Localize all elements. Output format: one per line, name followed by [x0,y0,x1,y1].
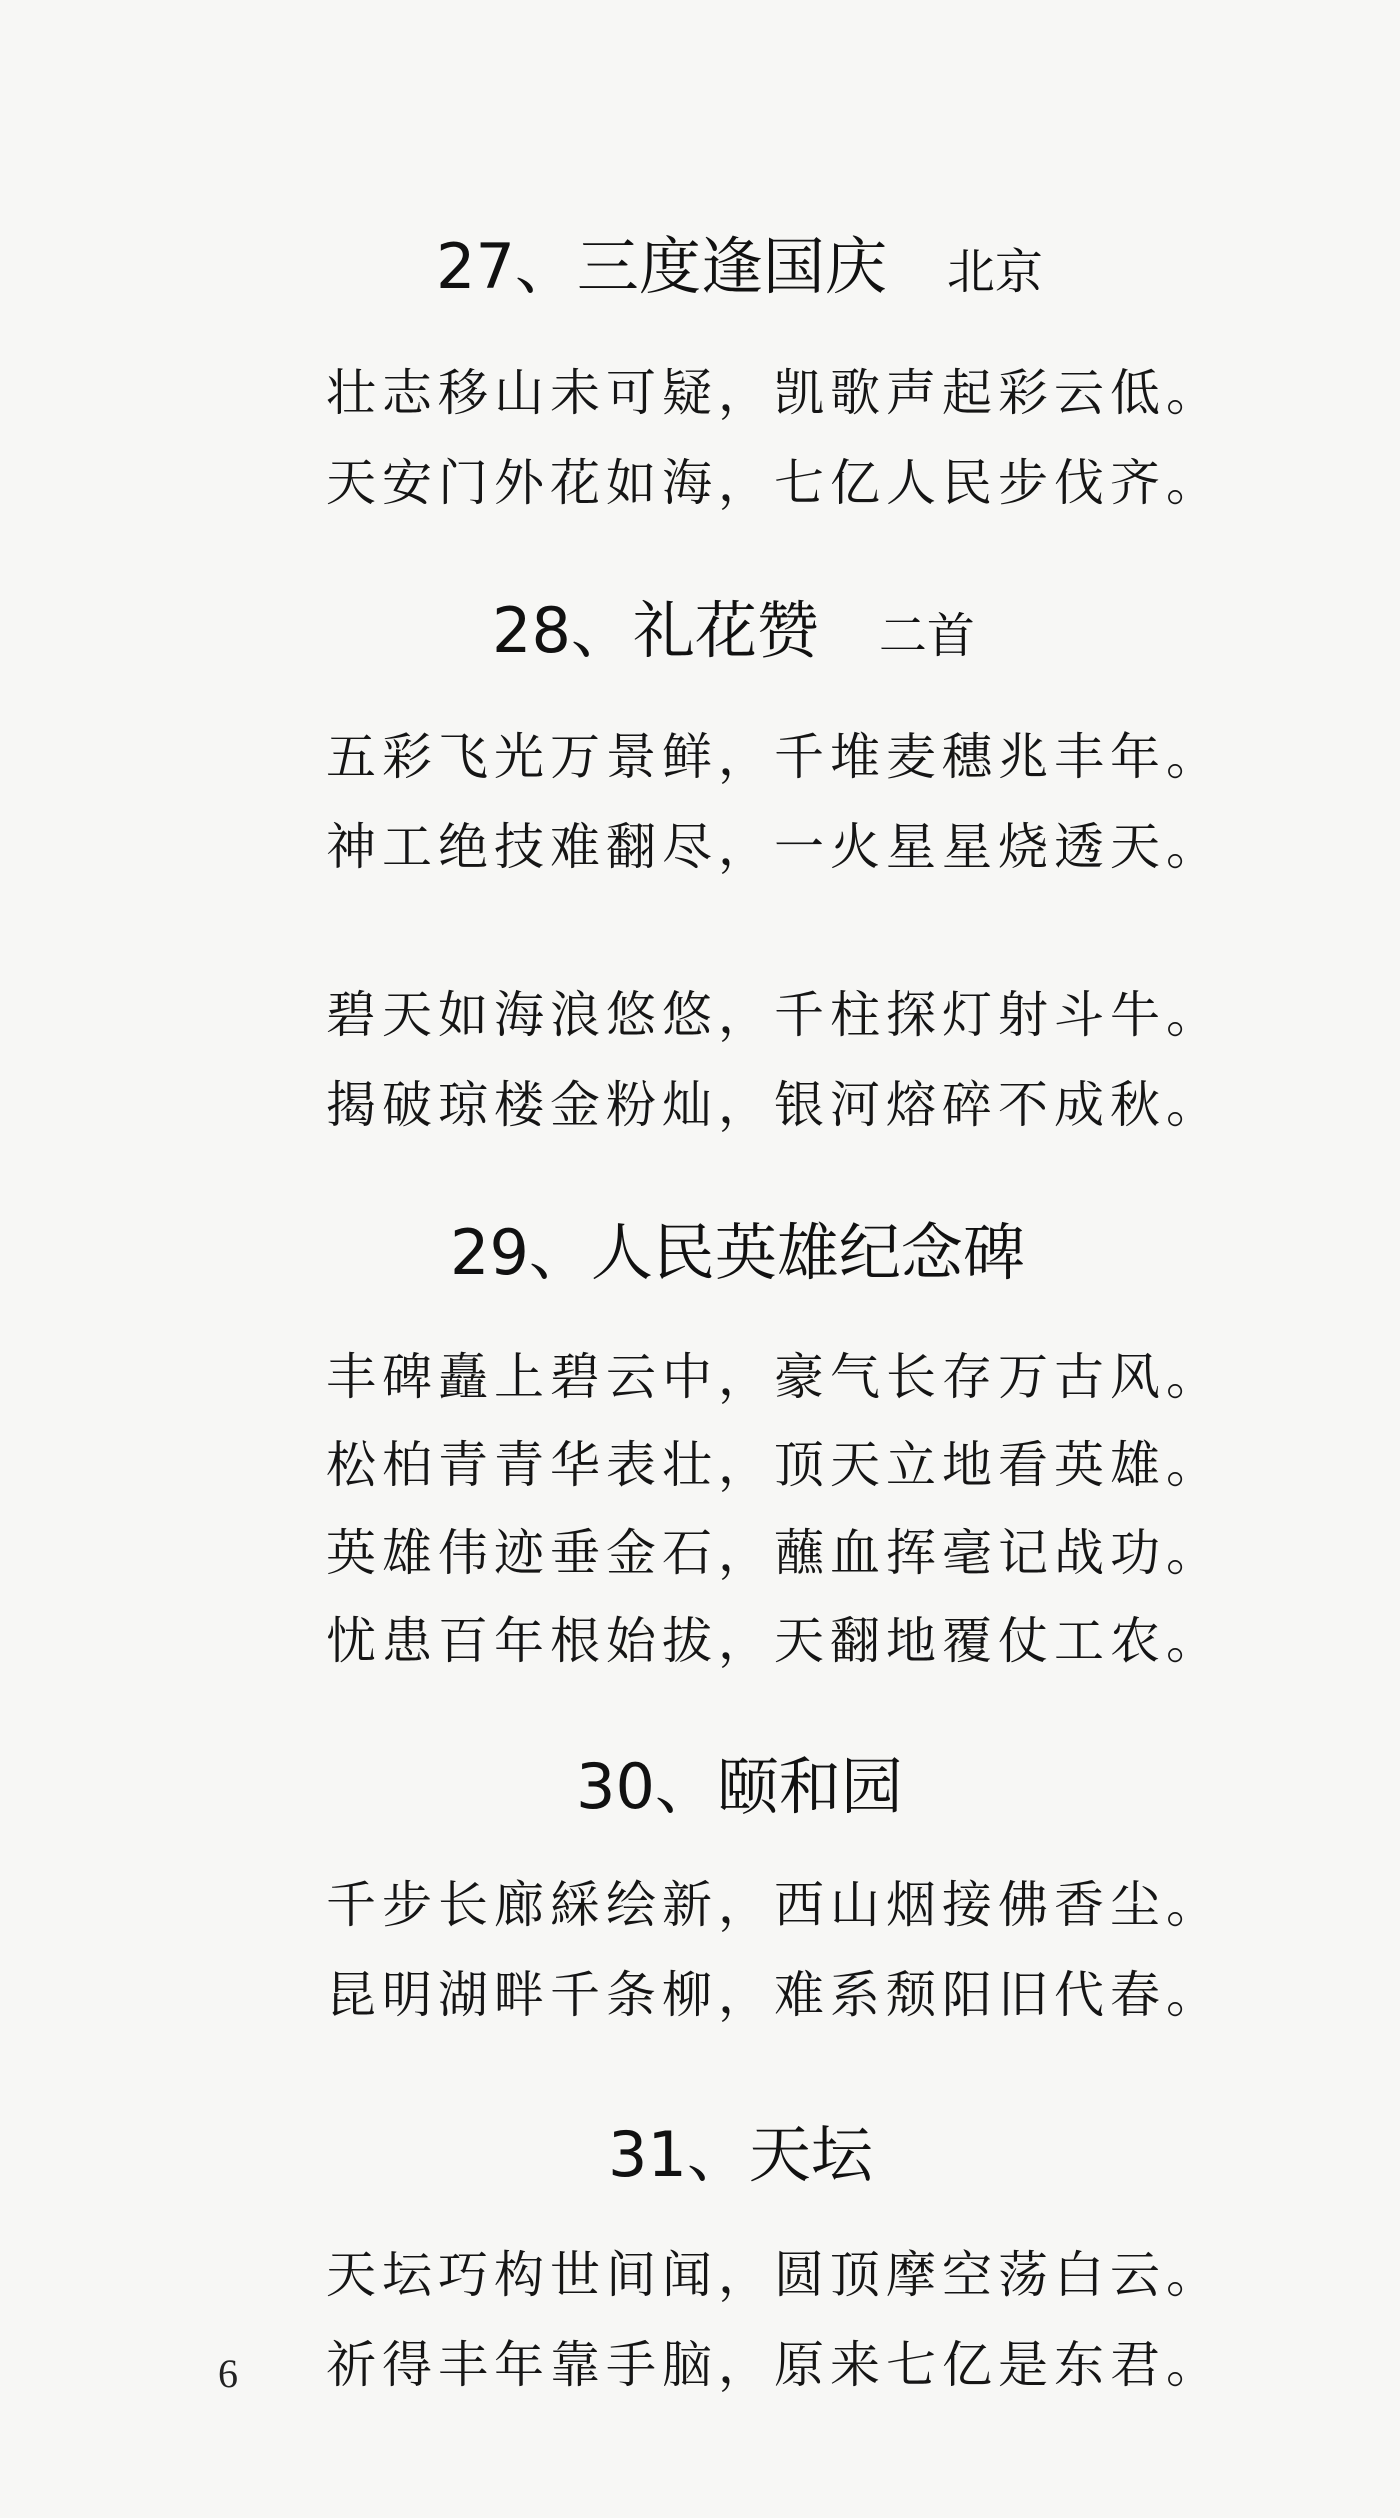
poem-title-28 [492,594,975,667]
poem-subtitle: 二首 [878,608,975,664]
verse-line: 碧天如海浪悠悠，千柱探灯射斗牛。 [326,986,1222,1044]
verse-line: 丰碑矗上碧云中，豪气长存万古风。 [326,1348,1222,1406]
poem-title-text: 30、颐和园 [576,1750,903,1823]
poem-title-29 [450,1216,1025,1289]
verse-line: 天坛巧构世间闻，圆顶摩空荡白云。 [326,2246,1222,2304]
verse-line: 五彩飞光万景鲜，千堆麦穗兆丰年。 [326,728,1222,786]
poem-title-text: 27、三度逢国庆 [436,230,887,303]
poem-title-text: 29、人民英雄纪念碑 [450,1216,1025,1289]
poem-title-31 [608,2118,873,2191]
verse-line: 千步长廊綵绘新，西山烟接佛香尘。 [326,1876,1222,1934]
verse-line: 神工绝技难翻尽，一火星星烧透天。 [326,818,1222,876]
verse-line: 松柏青青华表壮，顶天立地看英雄。 [326,1436,1222,1494]
poem-title-text: 31、天坛 [608,2118,873,2191]
poem-title-30 [576,1750,903,1823]
verse-line: 昆明湖畔千条柳，难系颓阳旧代春。 [326,1966,1222,2024]
verse-line: 英雄伟迹垂金石，蘸血挥毫记战功。 [326,1524,1222,1582]
verse-line: 忧患百年根始拔，天翻地覆仗工农。 [326,1612,1222,1670]
page-number: 6 [218,2351,238,2396]
poem-title-text: 28、礼花赞 [492,594,819,667]
verse-line: 壮志移山未可疑，凯歌声起彩云低。 [326,364,1222,422]
verse-line: 天安门外花如海，七亿人民步伐齐。 [326,454,1222,512]
poem-subtitle: 北京 [946,244,1043,300]
verse-line: 祈得丰年靠手脑，原来七亿是东君。 [326,2336,1222,2394]
verse-line: 揭破琼楼金粉灿，银河熔碎不成秋。 [326,1076,1222,1134]
poem-title-27 [436,230,1043,303]
